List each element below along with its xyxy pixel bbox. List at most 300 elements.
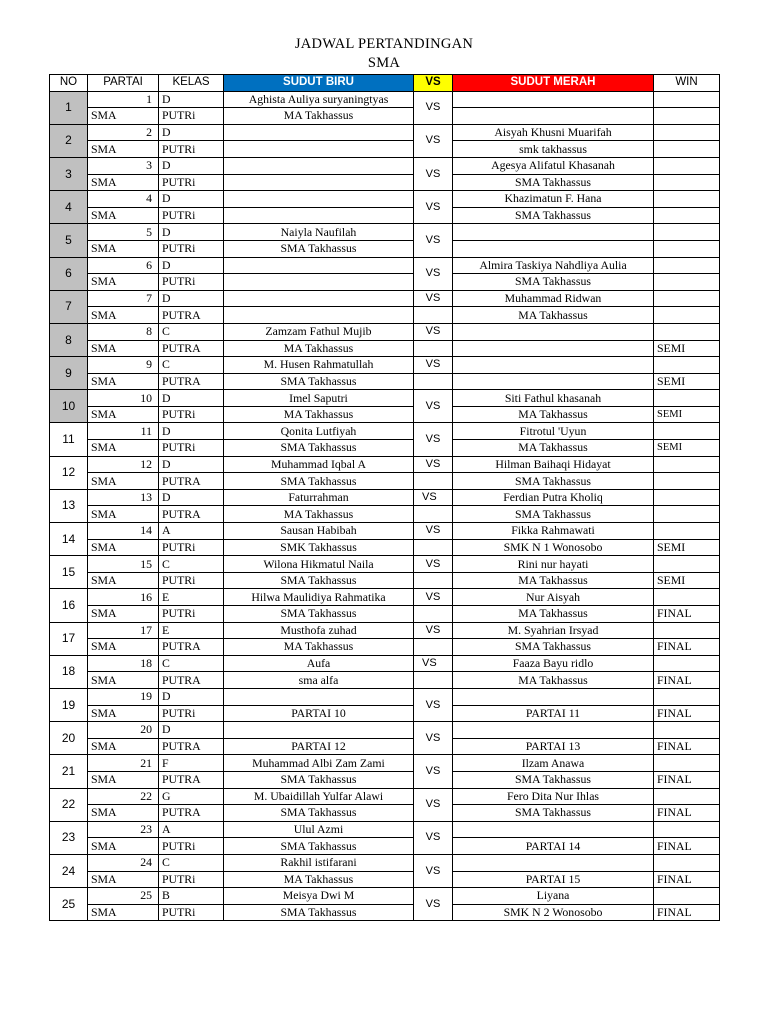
red-corner-name [453, 821, 654, 838]
red-corner-name [453, 357, 654, 374]
blue-corner-name [224, 157, 414, 174]
blue-corner-school: MA Takhassus [224, 406, 414, 423]
match-row-bottom [50, 373, 720, 390]
win-status [654, 274, 720, 291]
blue-corner-school: MA Takhassus [224, 639, 414, 656]
level-label: SMA [88, 473, 159, 490]
blue-corner-school: SMA Takhassus [224, 838, 414, 855]
kelas-class: D [159, 423, 224, 440]
blue-corner-name: Sausan Habibah [224, 523, 414, 540]
match-row-bottom [50, 274, 720, 291]
vs-label: VS [414, 688, 453, 721]
match-number: 23 [50, 821, 88, 854]
match-row-bottom [50, 904, 720, 921]
gender-label: PUTRA [159, 307, 224, 324]
red-corner-name: Almira Taskiya Nahdliya Aulia [453, 257, 654, 274]
win-cell-top [654, 290, 720, 307]
schedule-body [50, 91, 720, 921]
match-row-bottom [50, 440, 720, 457]
header-vs: VS [414, 75, 453, 92]
red-corner-school: SMA Takhassus [453, 639, 654, 656]
kelas-class: E [159, 589, 224, 606]
vs-empty [414, 307, 453, 324]
blue-corner-school: MA Takhassus [224, 506, 414, 523]
blue-corner-name: Aghista Auliya suryaningtyas [224, 91, 414, 108]
match-row-top [50, 688, 720, 705]
blue-corner-school: SMA Takhassus [224, 771, 414, 788]
red-corner-school: SMA Takhassus [453, 274, 654, 291]
header-kelas: KELAS [159, 75, 224, 92]
gender-label: PUTRi [159, 174, 224, 191]
partai-number: 8 [88, 323, 159, 340]
match-row-top [50, 589, 720, 606]
match-number: 17 [50, 622, 88, 655]
gender-label: PUTRi [159, 871, 224, 888]
match-row-top [50, 821, 720, 838]
match-row-bottom [50, 240, 720, 257]
match-number: 5 [50, 224, 88, 257]
level-label: SMA [88, 174, 159, 191]
win-status [654, 141, 720, 158]
blue-corner-name: Ulul Azmi [224, 821, 414, 838]
match-row-bottom [50, 141, 720, 158]
win-cell-top [654, 423, 720, 440]
gender-label: PUTRi [159, 406, 224, 423]
page-title: JADWAL PERTANDINGAN [294, 36, 474, 52]
vs-label: VS [414, 622, 453, 639]
win-status: FINAL [654, 904, 720, 921]
win-cell-top [654, 224, 720, 241]
win-cell-top [654, 755, 720, 772]
match-number: 11 [50, 423, 88, 456]
win-cell-top [654, 257, 720, 274]
blue-corner-school: MA Takhassus [224, 108, 414, 125]
match-number: 1 [50, 91, 88, 124]
gender-label: PUTRi [159, 141, 224, 158]
partai-number: 3 [88, 157, 159, 174]
match-number: 21 [50, 755, 88, 788]
red-corner-school: SMA Takhassus [453, 805, 654, 822]
header-sudut-biru: SUDUT BIRU [224, 75, 414, 92]
blue-corner-school: MA Takhassus [224, 871, 414, 888]
gender-label: PUTRA [159, 473, 224, 490]
blue-corner-school: SMA Takhassus [224, 904, 414, 921]
gender-label: PUTRi [159, 838, 224, 855]
red-corner-name: Rini nur hayati [453, 556, 654, 573]
red-corner-name: Fitrotul 'Uyun [453, 423, 654, 440]
kelas-class: G [159, 788, 224, 805]
blue-corner-name: Musthofa zuhad [224, 622, 414, 639]
match-row-top [50, 489, 720, 506]
header-row [50, 75, 720, 92]
level-label: SMA [88, 240, 159, 257]
red-corner-school: MA Takhassus [453, 606, 654, 623]
gender-label: PUTRA [159, 672, 224, 689]
match-row-top [50, 191, 720, 208]
match-number: 9 [50, 357, 88, 390]
match-row-top [50, 157, 720, 174]
blue-corner-school [224, 207, 414, 224]
kelas-class: D [159, 290, 224, 307]
win-status [654, 174, 720, 191]
red-corner-school: MA Takhassus [453, 572, 654, 589]
blue-corner-name: Faturrahman [224, 489, 414, 506]
gender-label: PUTRi [159, 705, 224, 722]
match-row-bottom [50, 572, 720, 589]
win-cell-top [654, 589, 720, 606]
match-row-bottom [50, 506, 720, 523]
win-status: FINAL [654, 606, 720, 623]
partai-number: 13 [88, 489, 159, 506]
gender-label: PUTRA [159, 340, 224, 357]
match-row-bottom [50, 606, 720, 623]
match-row-top [50, 257, 720, 274]
vs-empty [414, 606, 453, 623]
blue-corner-school [224, 174, 414, 191]
vs-label: VS [414, 722, 453, 755]
match-row-top [50, 124, 720, 141]
kelas-class: F [159, 755, 224, 772]
match-row-bottom [50, 473, 720, 490]
win-cell-top [654, 854, 720, 871]
partai-number: 25 [88, 888, 159, 905]
vs-empty [414, 539, 453, 556]
match-number: 2 [50, 124, 88, 157]
gender-label: PUTRi [159, 108, 224, 125]
blue-corner-name: M. Husen Rahmatullah [224, 357, 414, 374]
match-row-bottom [50, 838, 720, 855]
blue-corner-school: SMA Takhassus [224, 373, 414, 390]
win-status: SEMI [654, 340, 720, 357]
match-row-top [50, 854, 720, 871]
vs-empty [414, 473, 453, 490]
win-status: FINAL [654, 672, 720, 689]
vs-label: VS [414, 556, 453, 573]
kelas-class: D [159, 722, 224, 739]
kelas-class: D [159, 124, 224, 141]
gender-label: PUTRi [159, 572, 224, 589]
level-label: SMA [88, 771, 159, 788]
vs-label: VS [414, 91, 453, 124]
win-cell-top [654, 722, 720, 739]
red-corner-name: Ilzam Anawa [453, 755, 654, 772]
red-corner-school: SMA Takhassus [453, 771, 654, 788]
match-number: 24 [50, 854, 88, 887]
kelas-class: D [159, 489, 224, 506]
match-row-top [50, 622, 720, 639]
match-row-top [50, 456, 720, 473]
match-row-top [50, 755, 720, 772]
level-label: SMA [88, 539, 159, 556]
vs-label: VS [414, 854, 453, 887]
level-label: SMA [88, 207, 159, 224]
win-status [654, 108, 720, 125]
red-corner-name: Liyana [453, 888, 654, 905]
vs-label: VS [414, 788, 453, 821]
match-row-bottom [50, 539, 720, 556]
partai-number: 14 [88, 523, 159, 540]
kelas-class: D [159, 191, 224, 208]
level-label: SMA [88, 904, 159, 921]
blue-corner-name: Muhammad Albi Zam Zami [224, 755, 414, 772]
partai-number: 15 [88, 556, 159, 573]
partai-number: 10 [88, 390, 159, 407]
match-row-top [50, 423, 720, 440]
red-corner-name: Hilman Baihaqi Hidayat [453, 456, 654, 473]
win-cell-top [654, 323, 720, 340]
blue-corner-school [224, 274, 414, 291]
blue-corner-name [224, 290, 414, 307]
kelas-class: D [159, 257, 224, 274]
blue-corner-name: M. Ubaidillah Yulfar Alawi [224, 788, 414, 805]
level-label: SMA [88, 506, 159, 523]
match-row-top [50, 224, 720, 241]
match-row-top [50, 722, 720, 739]
gender-label: PUTRA [159, 805, 224, 822]
win-status [654, 307, 720, 324]
red-corner-name: Fero Dita Nur Ihlas [453, 788, 654, 805]
win-status: FINAL [654, 871, 720, 888]
match-row-bottom [50, 805, 720, 822]
blue-corner-school: SMA Takhassus [224, 473, 414, 490]
red-corner-school [453, 108, 654, 125]
blue-corner-name [224, 722, 414, 739]
level-label: SMA [88, 606, 159, 623]
vs-label: VS [414, 191, 453, 224]
win-cell-top [654, 390, 720, 407]
win-cell-top [654, 91, 720, 108]
header-sudut-merah: SUDUT MERAH [453, 75, 654, 92]
match-row-top [50, 323, 720, 340]
match-number: 15 [50, 556, 88, 589]
blue-corner-school [224, 141, 414, 158]
match-row-bottom [50, 705, 720, 722]
kelas-class: D [159, 224, 224, 241]
red-corner-name: Agesya Alifatul Khasanah [453, 157, 654, 174]
match-row-bottom [50, 771, 720, 788]
blue-corner-name: Wilona Hikmatul Naila [224, 556, 414, 573]
match-number: 7 [50, 290, 88, 323]
match-row-bottom [50, 672, 720, 689]
kelas-class: E [159, 622, 224, 639]
match-number: 22 [50, 788, 88, 821]
blue-corner-name: Naiyla Naufilah [224, 224, 414, 241]
partai-number: 12 [88, 456, 159, 473]
vs-label: VS [414, 888, 453, 921]
vs-label: VS [414, 655, 453, 672]
kelas-class: C [159, 854, 224, 871]
blue-corner-name: Muhammad Iqbal A [224, 456, 414, 473]
blue-corner-name: Hilwa Maulidiya Rahmatika [224, 589, 414, 606]
red-corner-name: Khazimatun F. Hana [453, 191, 654, 208]
match-row-top [50, 655, 720, 672]
header-no: NO [50, 75, 88, 92]
match-number: 16 [50, 589, 88, 622]
red-corner-name: M. Syahrian Irsyad [453, 622, 654, 639]
red-corner-name [453, 722, 654, 739]
red-corner-school: MA Takhassus [453, 440, 654, 457]
partai-number: 22 [88, 788, 159, 805]
vs-label: VS [414, 224, 453, 257]
red-corner-name: Siti Fathul khasanah [453, 390, 654, 407]
win-status: SEMI [654, 373, 720, 390]
red-corner-name: Nur Aisyah [453, 589, 654, 606]
gender-label: PUTRi [159, 904, 224, 921]
gender-label: PUTRA [159, 738, 224, 755]
kelas-class: C [159, 655, 224, 672]
partai-number: 17 [88, 622, 159, 639]
win-status: SEMI [654, 572, 720, 589]
partai-number: 6 [88, 257, 159, 274]
red-corner-name [453, 688, 654, 705]
partai-number: 1 [88, 91, 159, 108]
match-number: 4 [50, 191, 88, 224]
blue-corner-name: Aufa [224, 655, 414, 672]
partai-number: 23 [88, 821, 159, 838]
red-corner-school: SMA Takhassus [453, 174, 654, 191]
partai-number: 18 [88, 655, 159, 672]
level-label: SMA [88, 141, 159, 158]
red-corner-school [453, 240, 654, 257]
red-corner-school: MA Takhassus [453, 672, 654, 689]
level-label: SMA [88, 672, 159, 689]
red-corner-name: Faaza Bayu ridlo [453, 655, 654, 672]
kelas-class: B [159, 888, 224, 905]
vs-empty [414, 672, 453, 689]
win-cell-top [654, 556, 720, 573]
blue-corner-school: SMK Takhassus [224, 539, 414, 556]
red-corner-school: smk takhassus [453, 141, 654, 158]
red-corner-name [453, 224, 654, 241]
red-corner-school: SMA Takhassus [453, 473, 654, 490]
blue-corner-name: Zamzam Fathul Mujib [224, 323, 414, 340]
match-number: 19 [50, 688, 88, 721]
level-label: SMA [88, 108, 159, 125]
partai-number: 19 [88, 688, 159, 705]
red-corner-school: MA Takhassus [453, 307, 654, 324]
kelas-class: C [159, 323, 224, 340]
win-status: FINAL [654, 705, 720, 722]
blue-corner-name [224, 191, 414, 208]
match-number: 20 [50, 722, 88, 755]
blue-corner-name: Imel Saputri [224, 390, 414, 407]
red-corner-school: PARTAI 15 [453, 871, 654, 888]
level-label: SMA [88, 705, 159, 722]
match-number: 10 [50, 390, 88, 423]
partai-number: 16 [88, 589, 159, 606]
vs-label: VS [414, 257, 453, 290]
match-row-top [50, 91, 720, 108]
vs-label: VS [414, 523, 453, 540]
match-row-top [50, 523, 720, 540]
blue-corner-school: SMA Takhassus [224, 805, 414, 822]
level-label: SMA [88, 373, 159, 390]
vs-empty [414, 373, 453, 390]
vs-label: VS [414, 357, 453, 374]
match-row-bottom [50, 871, 720, 888]
win-cell-top [654, 157, 720, 174]
vs-empty [414, 340, 453, 357]
vs-label: VS [414, 489, 453, 506]
red-corner-school: PARTAI 11 [453, 705, 654, 722]
match-number: 8 [50, 323, 88, 356]
partai-number: 11 [88, 423, 159, 440]
win-status: FINAL [654, 838, 720, 855]
level-label: SMA [88, 440, 159, 457]
match-row-top [50, 290, 720, 307]
level-label: SMA [88, 307, 159, 324]
red-corner-school: SMK N 1 Wonosobo [453, 539, 654, 556]
win-cell-top [654, 523, 720, 540]
win-status: SEMI [654, 406, 720, 423]
match-row-bottom [50, 307, 720, 324]
win-status: FINAL [654, 805, 720, 822]
win-cell-top [654, 489, 720, 506]
red-corner-school: PARTAI 13 [453, 738, 654, 755]
vs-empty [414, 506, 453, 523]
gender-label: PUTRA [159, 373, 224, 390]
match-row-top [50, 556, 720, 573]
gender-label: PUTRi [159, 240, 224, 257]
win-cell-top [654, 821, 720, 838]
match-row-bottom [50, 207, 720, 224]
red-corner-name: Muhammad Ridwan [453, 290, 654, 307]
level-label: SMA [88, 871, 159, 888]
match-number: 3 [50, 157, 88, 190]
match-number: 6 [50, 257, 88, 290]
win-status: SEMI [654, 539, 720, 556]
match-row-bottom [50, 639, 720, 656]
win-status: FINAL [654, 738, 720, 755]
red-corner-name [453, 323, 654, 340]
win-cell-top [654, 655, 720, 672]
gender-label: PUTRi [159, 274, 224, 291]
win-cell-top [654, 456, 720, 473]
vs-label: VS [414, 390, 453, 423]
vs-label: VS [414, 589, 453, 606]
red-corner-school [453, 340, 654, 357]
blue-corner-school: SMA Takhassus [224, 440, 414, 457]
win-status: SEMI [654, 440, 720, 457]
match-row-top [50, 357, 720, 374]
blue-corner-name [224, 124, 414, 141]
match-number: 14 [50, 523, 88, 556]
header-partai: PARTAI [88, 75, 159, 92]
vs-label: VS [414, 290, 453, 307]
red-corner-school: MA Takhassus [453, 406, 654, 423]
gender-label: PUTRA [159, 771, 224, 788]
red-corner-name: Fikka Rahmawati [453, 523, 654, 540]
level-label: SMA [88, 639, 159, 656]
partai-number: 2 [88, 124, 159, 141]
match-row-bottom [50, 738, 720, 755]
partai-number: 7 [88, 290, 159, 307]
kelas-class: A [159, 523, 224, 540]
kelas-class: D [159, 91, 224, 108]
blue-corner-school: SMA Takhassus [224, 572, 414, 589]
gender-label: PUTRi [159, 539, 224, 556]
win-cell-top [654, 124, 720, 141]
win-cell-top [654, 888, 720, 905]
kelas-class: D [159, 456, 224, 473]
kelas-class: D [159, 688, 224, 705]
win-cell-top [654, 788, 720, 805]
vs-label: VS [414, 423, 453, 456]
win-status [654, 473, 720, 490]
red-corner-name [453, 854, 654, 871]
blue-corner-name: Meisya Dwi M [224, 888, 414, 905]
red-corner-name [453, 91, 654, 108]
